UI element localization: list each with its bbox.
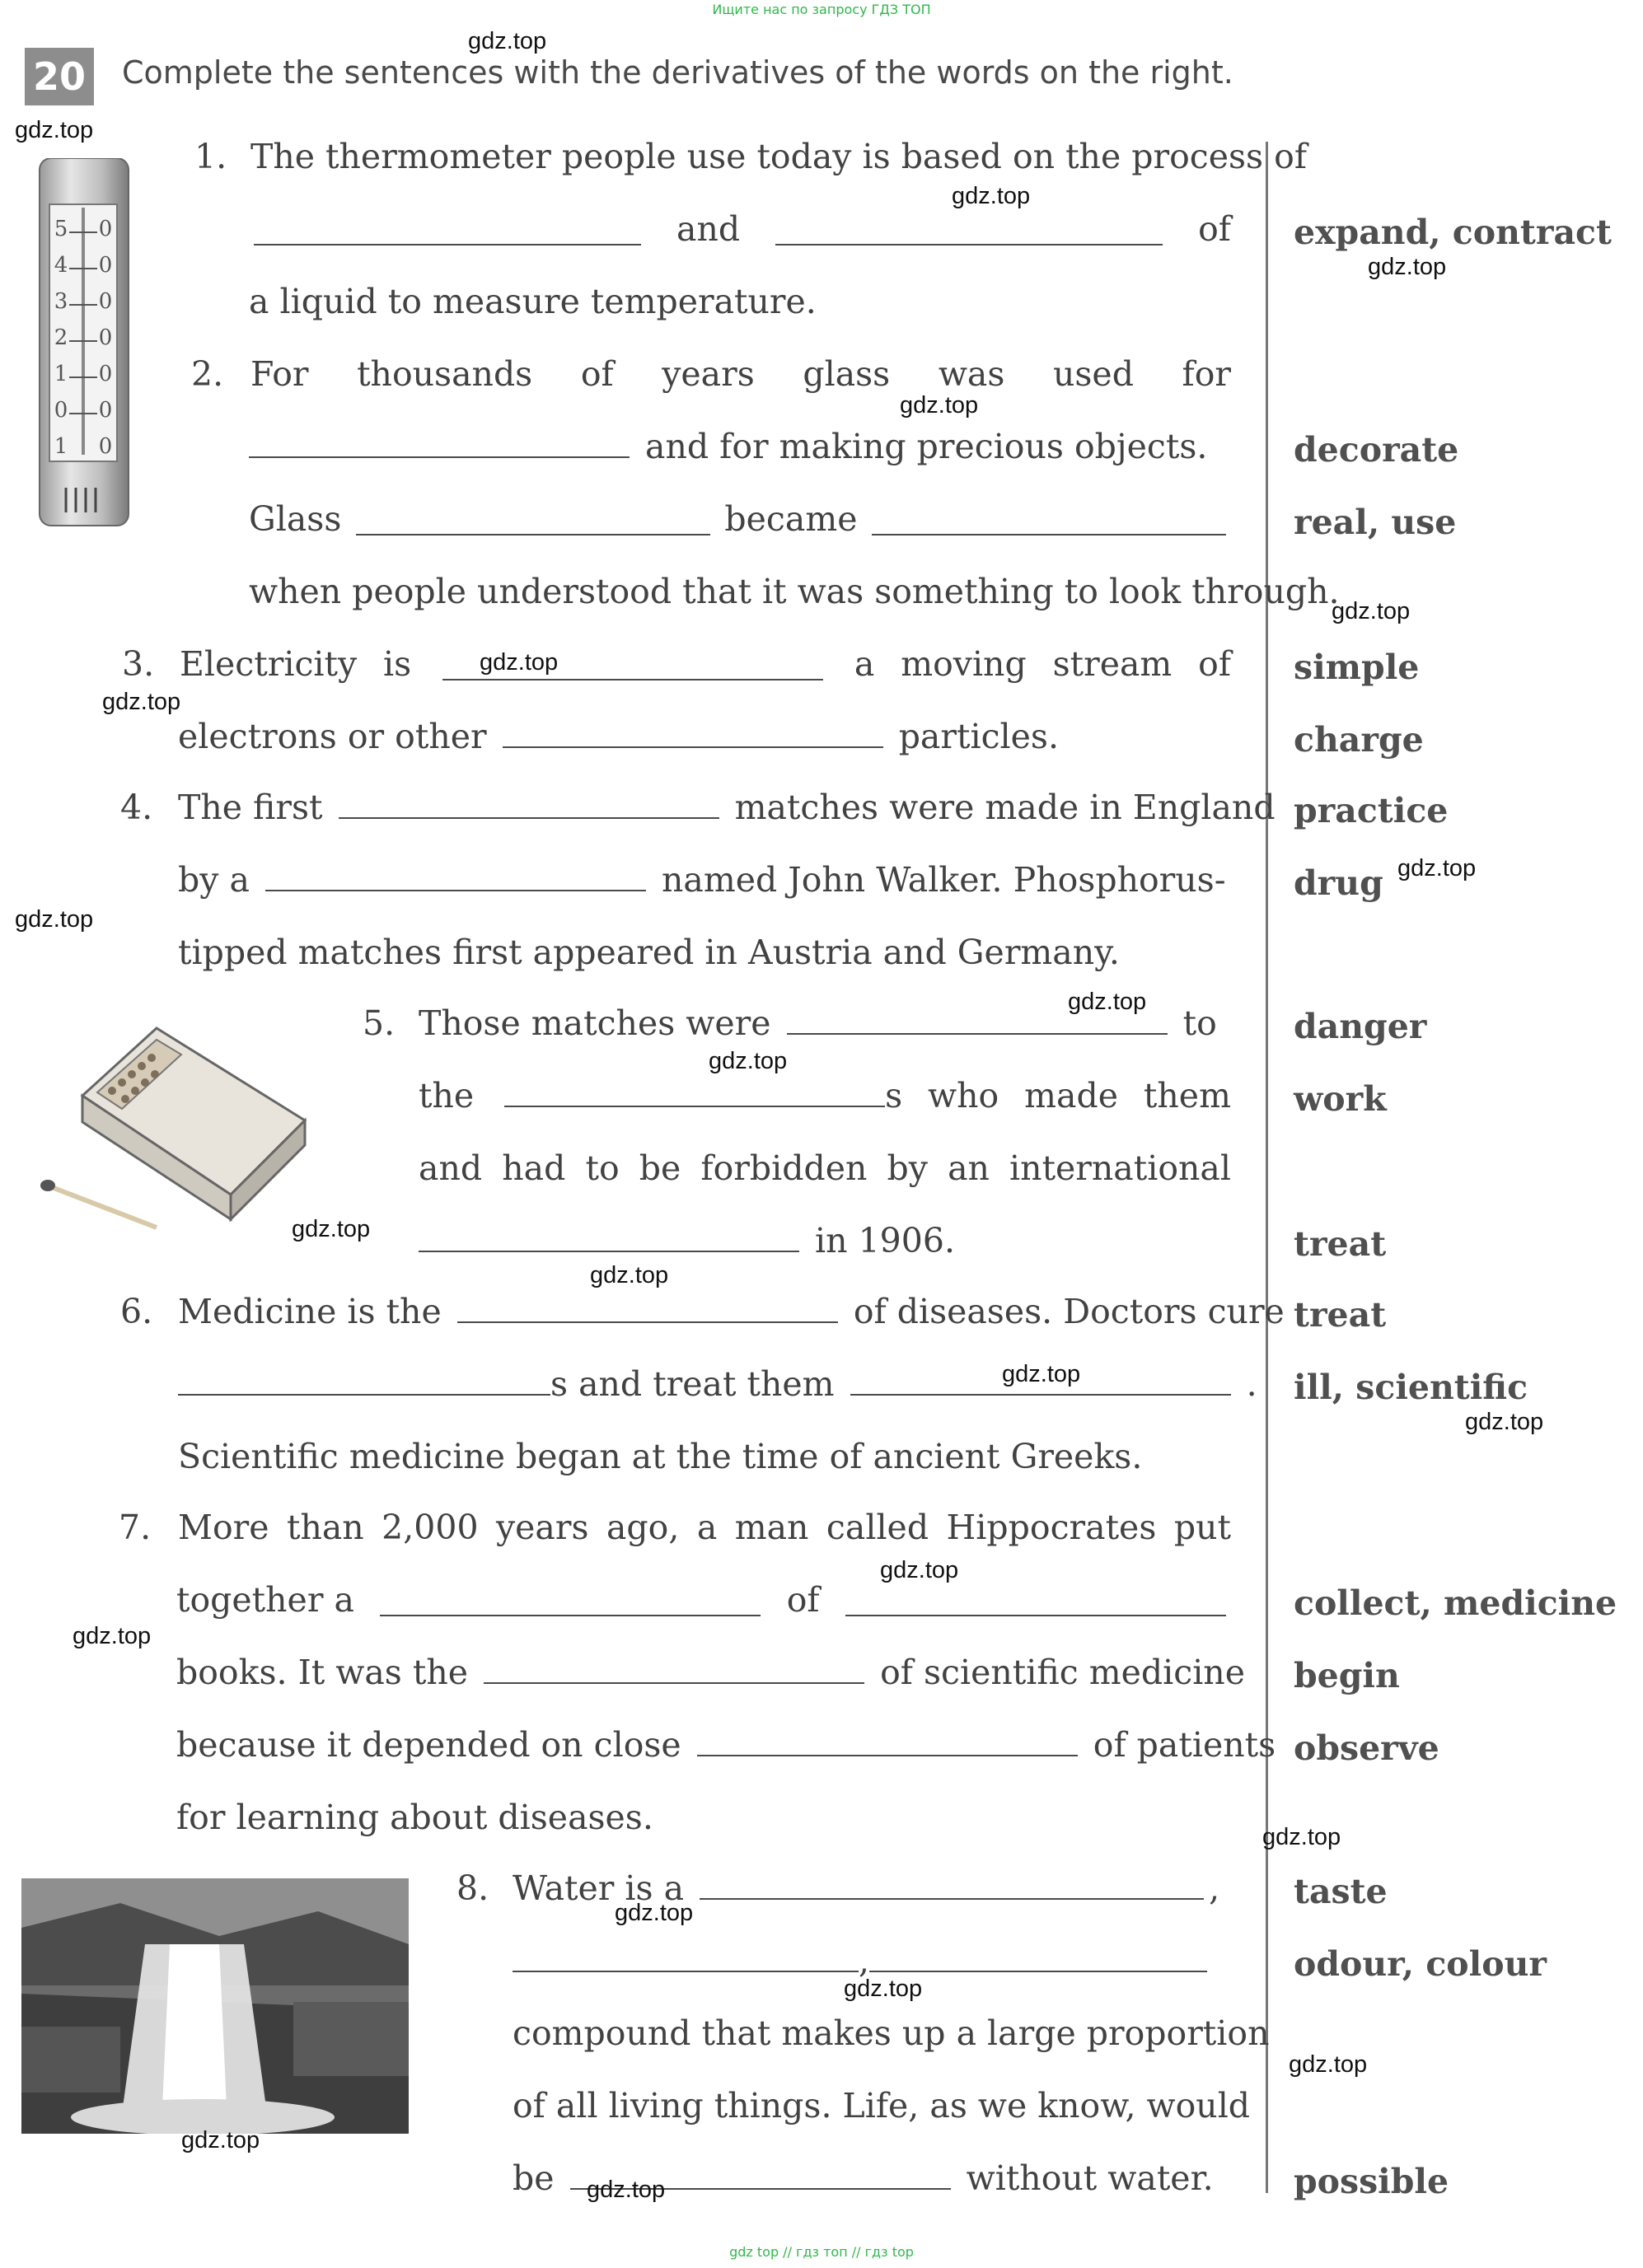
- hint-word: danger: [1294, 1007, 1427, 1046]
- watermark: gdz.top: [900, 392, 979, 419]
- hint-word: simple: [1294, 648, 1420, 687]
- s7-text3a: books. It was the: [176, 1653, 469, 1692]
- answer-blank[interactable]: [787, 1033, 1168, 1035]
- s5-who: who: [928, 1076, 999, 1115]
- s8-line4: of all living things. Life, as we know, would: [513, 2086, 1251, 2125]
- scale-label: 1: [54, 362, 68, 386]
- watermark: gdz.top: [181, 2127, 260, 2153]
- s7-line3: [176, 1653, 1245, 1692]
- word: years: [496, 1508, 589, 1547]
- watermark: gdz.top: [1332, 598, 1411, 624]
- s4-line2: [178, 860, 1226, 900]
- item-number: 7.: [119, 1508, 152, 1547]
- watermark: gdz.top: [1068, 989, 1147, 1015]
- s6-line3: Scientific medicine began at the time of ancient Greeks.: [178, 1437, 1143, 1476]
- s3-moving: moving: [901, 644, 1027, 684]
- s6-line1: [178, 1292, 1285, 1331]
- word: by: [887, 1148, 928, 1188]
- hint-word: odour, colour: [1294, 1944, 1547, 1984]
- s5-text1b: to: [1182, 1003, 1217, 1043]
- answer-blank[interactable]: [850, 1394, 1231, 1396]
- watermark: gdz.top: [880, 1557, 959, 1583]
- answer-blank[interactable]: [419, 1251, 799, 1252]
- hint-word: collect, medicine: [1294, 1583, 1617, 1623]
- hint-word: practice: [1294, 791, 1449, 830]
- hint-word: expand, contract: [1294, 213, 1612, 252]
- word: years: [662, 354, 755, 394]
- top-banner: Ищите нас по запросу ГДЗ ТОП: [712, 2, 931, 17]
- watermark: gdz.top: [709, 1048, 788, 1074]
- watermark: gdz.top: [1289, 2051, 1368, 2078]
- scale-label: 0: [54, 398, 68, 423]
- s2-line1: [250, 354, 1231, 394]
- s4-text2a: by a: [178, 860, 250, 900]
- answer-blank[interactable]: [178, 1394, 550, 1396]
- s1-line3: a liquid to measure temperature.: [249, 282, 817, 321]
- hint-word: treat: [1294, 1224, 1387, 1264]
- s4-text2b: named John Walker. Phosphorus-: [661, 860, 1226, 900]
- s3-stream: stream: [1052, 644, 1173, 684]
- s2-text2: and for making precious objects.: [645, 427, 1208, 466]
- s8-comma2: ,: [859, 1941, 870, 1980]
- hint-word: drug: [1294, 863, 1383, 903]
- watermark: gdz.top: [1002, 1361, 1081, 1387]
- s8-text1a: Water is a: [513, 1868, 685, 1908]
- word: of: [580, 354, 614, 394]
- s7-line5: for learning about diseases.: [176, 1798, 653, 1837]
- hint-word: charge: [1294, 720, 1424, 760]
- watermark: gdz.top: [1368, 254, 1447, 280]
- s4-line1: [178, 788, 1276, 827]
- hint-word: possible: [1294, 2162, 1449, 2201]
- waterfall-image: [21, 1878, 409, 2134]
- s3-line1: [180, 644, 1231, 684]
- item-number: 8.: [456, 1868, 489, 1908]
- s7-text3b: of scientific medicine: [880, 1653, 1245, 1692]
- scale-label: 0: [98, 434, 113, 459]
- answer-blank[interactable]: [265, 890, 646, 891]
- scale-label: 0: [98, 217, 113, 241]
- scale-label: 5: [54, 217, 68, 241]
- item-number: 4.: [120, 788, 153, 827]
- s7-line4: [176, 1725, 1276, 1765]
- word: glass: [803, 354, 891, 394]
- watermark: gdz.top: [73, 1623, 152, 1649]
- watermark: gdz.top: [15, 906, 94, 933]
- s3-text2b: particles.: [898, 717, 1059, 756]
- watermark: gdz.top: [1397, 855, 1477, 881]
- connector-and: and: [676, 209, 741, 249]
- scale-label: 2: [54, 325, 68, 350]
- answer-blank[interactable]: [254, 244, 641, 246]
- watermark: gdz.top: [468, 28, 547, 54]
- hint-word: real, use: [1294, 503, 1457, 542]
- hint-word: work: [1294, 1079, 1387, 1119]
- answer-blank[interactable]: [503, 746, 883, 748]
- word: a: [696, 1508, 718, 1547]
- s5-text1a: Those matches were: [419, 1003, 771, 1043]
- word: for: [1182, 354, 1231, 394]
- word: ago,: [606, 1508, 680, 1547]
- word: an: [948, 1148, 990, 1188]
- word: than: [286, 1508, 364, 1547]
- scale-label: 0: [98, 362, 113, 386]
- answer-blank[interactable]: [339, 817, 719, 819]
- word: Hippocrates: [946, 1508, 1157, 1547]
- scale-label: 4: [54, 253, 68, 278]
- word: 2,000: [381, 1508, 479, 1547]
- s8-comma: ,: [1209, 1868, 1220, 1908]
- s6-text2a: s and treat them: [550, 1364, 835, 1404]
- s5-the: the: [419, 1076, 475, 1115]
- connector-of: of: [1198, 209, 1231, 249]
- answer-blank[interactable]: [872, 534, 1226, 535]
- word: had: [502, 1148, 566, 1188]
- item-number: 6.: [120, 1292, 153, 1331]
- answer-blank[interactable]: [513, 1971, 859, 1972]
- s5-line4: [419, 1221, 955, 1260]
- s1-line1: [194, 137, 227, 176]
- item-number: 1.: [194, 137, 227, 176]
- watermark: gdz.top: [952, 183, 1031, 209]
- word: man: [734, 1508, 809, 1547]
- watermark: gdz.top: [587, 2177, 666, 2203]
- answer-blank[interactable]: [845, 1615, 1226, 1616]
- thermometer-image: [38, 158, 130, 527]
- watermark: gdz.top: [292, 1216, 371, 1242]
- answer-blank[interactable]: [484, 1682, 864, 1684]
- s3-a: a: [854, 644, 875, 684]
- word: was: [938, 354, 1005, 394]
- word: forbidden: [700, 1148, 868, 1188]
- s5-made: made: [1024, 1076, 1118, 1115]
- s2-line3: [249, 499, 1231, 539]
- s7-line1: [178, 1508, 1231, 1547]
- scale-label: 0: [98, 289, 113, 314]
- watermark: gdz.top: [615, 1900, 694, 1926]
- hint-word: begin: [1294, 1656, 1400, 1695]
- s7-together: together a: [176, 1580, 354, 1620]
- item-number: 3.: [122, 644, 155, 684]
- column-divider: [1266, 142, 1268, 2193]
- scale-label: 0: [98, 398, 113, 423]
- hint-word: ill, scientific: [1294, 1368, 1528, 1407]
- s8-text5b: without water.: [966, 2158, 1214, 2198]
- watermark: gdz.top: [590, 1262, 669, 1288]
- s5-them: them: [1143, 1076, 1231, 1115]
- watermark: gdz.top: [15, 117, 94, 143]
- word: be: [639, 1148, 681, 1188]
- exercise-instruction: Complete the sentences with the derivatives of the words on the right.: [122, 54, 1233, 91]
- s6-line2: [178, 1364, 1257, 1404]
- s2-line4: when people understood that it was something to look through.: [249, 572, 1340, 611]
- answer-blank[interactable]: [356, 534, 710, 535]
- s1-text1: The thermometer people use today is based on the process of: [250, 137, 1307, 176]
- s4-text1a: The first: [178, 788, 323, 827]
- s8-line2: [513, 1941, 1212, 1980]
- answer-blank[interactable]: [442, 679, 823, 680]
- answer-blank[interactable]: [249, 456, 630, 458]
- answer-blank[interactable]: [869, 1971, 1207, 1972]
- s7-text4b: of patients: [1093, 1725, 1276, 1765]
- answer-blank[interactable]: [775, 244, 1163, 246]
- s5-line3: [419, 1148, 1231, 1188]
- word: international: [1009, 1148, 1231, 1188]
- s5-line2: [419, 1076, 1231, 1115]
- s8-line3: compound that makes up a large proportion: [513, 2013, 1270, 2053]
- scale-label: 0: [98, 325, 113, 350]
- s5-s: s: [885, 1076, 903, 1115]
- s6-text2b: .: [1246, 1364, 1257, 1404]
- word: More: [178, 1508, 269, 1547]
- word: to: [585, 1148, 620, 1188]
- word: and: [419, 1148, 483, 1188]
- s3-text2a: electrons or other: [178, 717, 487, 756]
- s8-text5a: be: [513, 2158, 555, 2198]
- answer-blank[interactable]: [457, 1321, 838, 1323]
- word: thousands: [357, 354, 533, 394]
- s4-line3: tipped matches first appeared in Austria and Germany.: [178, 933, 1120, 972]
- answer-blank[interactable]: [504, 1106, 885, 1107]
- watermark: gdz.top: [1262, 1824, 1341, 1850]
- scale-label: 1: [54, 434, 68, 459]
- hint-word: observe: [1294, 1728, 1439, 1768]
- item-number: 5.: [363, 1003, 396, 1043]
- word: put: [1173, 1508, 1231, 1547]
- hint-word: treat: [1294, 1295, 1387, 1335]
- bottom-banner: gdz top // гдз топ // гдз top: [729, 2244, 914, 2260]
- watermark: gdz.top: [102, 689, 181, 715]
- s2-became: became: [724, 499, 858, 539]
- answer-blank[interactable]: [700, 1898, 1204, 1900]
- matchbox-image: [33, 1022, 313, 1236]
- s7-line2: [176, 1580, 1231, 1620]
- s6-text1b: of diseases. Doctors cure: [853, 1292, 1285, 1331]
- s2-line2: [249, 427, 1208, 466]
- s3-electricity: Electricity: [180, 644, 358, 684]
- s4-text1b: matches were made in England: [734, 788, 1276, 827]
- s6-text1a: Medicine is the: [178, 1292, 442, 1331]
- s2-glass: Glass: [249, 499, 342, 539]
- watermark: gdz.top: [844, 1976, 923, 2002]
- hint-word: taste: [1294, 1872, 1388, 1911]
- exercise-number: 20: [25, 48, 94, 105]
- answer-blank[interactable]: [697, 1755, 1078, 1756]
- scale-label: 0: [98, 253, 113, 278]
- s7-text4a: because it depended on close: [176, 1725, 681, 1765]
- item-number: 2.: [191, 354, 224, 394]
- s3-of: of: [1198, 644, 1231, 684]
- hint-word: decorate: [1294, 430, 1459, 470]
- s1-line2: [249, 209, 1231, 249]
- s7-of: of: [786, 1580, 820, 1620]
- word: called: [826, 1508, 929, 1547]
- answer-blank[interactable]: [380, 1615, 761, 1616]
- s3-line2: [178, 717, 1059, 756]
- scale-label: 3: [54, 289, 68, 314]
- watermark: gdz.top: [1465, 1409, 1544, 1435]
- watermark: gdz.top: [480, 649, 559, 676]
- word: used: [1052, 354, 1134, 394]
- word: For: [250, 354, 309, 394]
- s3-is: is: [383, 644, 412, 684]
- s5-text4: in 1906.: [815, 1221, 955, 1260]
